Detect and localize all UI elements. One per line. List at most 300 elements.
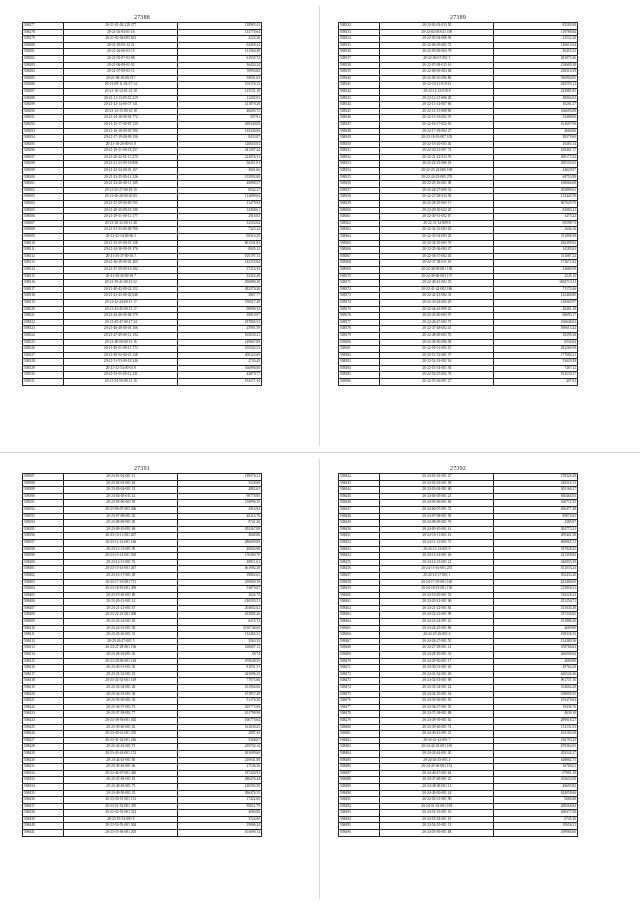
row-id-cell: 508354 — [339, 168, 380, 175]
row-id-cell: 508448 — [339, 513, 380, 520]
table-row — [339, 652, 578, 659]
row-amount-cell: 67901.18 — [494, 770, 578, 777]
table-row — [339, 135, 578, 142]
row-code-cell: 20-21-02-04-005 601 — [64, 36, 178, 43]
row-code-cell: 20-22-17-18-002 27 — [380, 128, 494, 135]
row-amount-cell: 4123.20 — [178, 36, 262, 43]
row-code-cell: 20-23-29-30-001 120 — [64, 658, 178, 665]
row-amount-cell: 200122.60 — [178, 352, 262, 359]
row-id-cell: 508392 — [23, 506, 64, 513]
row-id-cell: 508447 — [339, 506, 380, 513]
row-amount-cell: 166772.35 — [494, 500, 578, 507]
row-amount-cell: 126610.34 — [494, 42, 578, 49]
row-id-cell: 508391 — [23, 500, 64, 507]
row-id-cell: 508369 — [339, 266, 380, 273]
row-id-cell: 508487 — [339, 770, 380, 777]
row-amount-cell: 4639.10 — [494, 711, 578, 718]
row-amount-cell: 27546.16 — [178, 764, 262, 771]
row-id-cell: 508454 — [339, 553, 380, 560]
row-code-cell: 20-21-07-09-03-11 — [64, 69, 178, 76]
table-row — [23, 665, 262, 672]
row-amount-cell: 49764.28 — [494, 665, 578, 672]
row-amount-cell: 36434.24 — [178, 62, 262, 69]
table-row — [23, 783, 262, 790]
table-row — [339, 605, 578, 612]
row-amount-cell: 173671.92 — [494, 260, 578, 267]
row-amount-cell: 269340.08 — [178, 121, 262, 128]
row-id-cell: 508364 — [339, 234, 380, 241]
row-code-cell: 20-23-19-20-001 80 — [64, 592, 178, 599]
row-code-cell: 20-21-29-31-00-12 177 — [64, 214, 178, 221]
table-row — [23, 612, 262, 619]
row-code-cell: 20-24-34-35-001 54 — [380, 691, 494, 698]
row-code-cell: 20-24-51-52-001 194 — [380, 803, 494, 810]
table-row — [339, 299, 578, 306]
table-row — [339, 234, 578, 241]
row-code-cell: 20-21-09-11-02-57 14 — [64, 82, 178, 89]
row-amount-cell: 169401.17 — [494, 148, 578, 155]
row-id-cell: 508374 — [339, 299, 380, 306]
row-id-cell: 508404 — [23, 586, 64, 593]
row-code-cell: 20-22-45-46-003 97 — [380, 313, 494, 320]
row-code-cell: 20-21-11-13-00-52 219 — [64, 95, 178, 102]
row-amount-cell: 118985.41 — [178, 23, 262, 30]
row-code-cell: 20-23-37-38-001 77 — [64, 711, 178, 718]
row-amount-cell: 3807.77 — [178, 293, 262, 300]
row-amount-cell: 131131.03 — [494, 724, 578, 731]
row-code-cell: 20-22-02-03-021 100 — [380, 29, 494, 36]
row-amount-cell: 292899.61 — [494, 187, 578, 194]
row-amount-cell: 661982.38 — [178, 566, 262, 573]
row-amount-cell: 186793.23 — [494, 737, 578, 744]
row-code-cell: 20-23-52-53-001 314 — [64, 810, 178, 817]
row-amount-cell: 102182.69 — [494, 731, 578, 738]
row-id-cell: 508284 — [23, 69, 64, 76]
row-code-cell: 20-24-43-44-001 20 — [380, 750, 494, 757]
row-amount-cell: 5684.88 — [494, 797, 578, 804]
row-id-cell: 508438 — [23, 810, 64, 817]
row-id-cell: 508495 — [339, 823, 380, 830]
table-row — [339, 75, 578, 82]
row-id-cell: 508468 — [339, 645, 380, 652]
row-code-cell: 20-22-16-17-022 36 — [380, 121, 494, 128]
row-amount-cell: 11292.03 — [178, 95, 262, 102]
table-row — [23, 566, 262, 573]
row-id-cell: 508458 — [339, 579, 380, 586]
row-code-cell: 20-22-36-37-002 43 — [380, 253, 494, 260]
row-amount-cell: 218609.28 — [494, 62, 578, 69]
row-amount-cell: 4669.80 — [494, 658, 578, 665]
row-amount-cell: 108786.84 — [494, 645, 578, 652]
row-amount-cell: 296080.18 — [178, 280, 262, 287]
row-code-cell: 20-24-19-20-001 52 — [380, 592, 494, 599]
table-row — [23, 102, 262, 109]
row-amount-cell: 3328.60 — [178, 480, 262, 487]
table-row — [23, 652, 262, 659]
row-code-cell: 20-21-10-12-01-21 18 — [64, 88, 178, 95]
row-code-cell: 20-24-07-08-001 58 — [380, 513, 494, 520]
table-row — [23, 240, 262, 247]
row-id-cell: 508470 — [339, 658, 380, 665]
row-code-cell: 20-23-40-41-001 255 — [64, 731, 178, 738]
row-code-cell: 20-24-15-16-001 255 — [380, 566, 494, 573]
row-code-cell: 20-21-20-22-01-13 270 — [64, 154, 178, 161]
row-amount-cell: 656477.48 — [494, 506, 578, 513]
table-row — [339, 790, 578, 797]
row-amount-cell: 423096.25 — [178, 671, 262, 678]
table-row — [339, 141, 578, 148]
table-row — [339, 803, 578, 810]
table-row — [23, 379, 262, 386]
row-code-cell: 20-23-45-46-001 66 — [64, 764, 178, 771]
row-amount-cell: 9741.36 — [178, 520, 262, 527]
table-row — [23, 744, 262, 751]
row-code-cell: 20-24-05-06-001 69 — [380, 500, 494, 507]
row-code-cell: 20-21-31-33-00-06 706 — [64, 227, 178, 234]
row-id-cell: 508385 — [339, 372, 380, 379]
table-row — [23, 161, 262, 168]
row-amount-cell: 26461.18 — [494, 306, 578, 313]
row-id-cell: 508375 — [339, 306, 380, 313]
table-row — [23, 346, 262, 353]
row-id-cell: 508287 — [23, 88, 64, 95]
ledger-column — [22, 465, 262, 837]
row-id-cell: 508477 — [339, 704, 380, 711]
table-row — [23, 306, 262, 313]
row-code-cell: 20-22-42-43-002 33 — [380, 293, 494, 300]
row-id-cell: 508280 — [23, 42, 64, 49]
row-amount-cell: 40216.76 — [178, 513, 262, 520]
row-code-cell: 20-21-41-43-00-02 648 — [64, 293, 178, 300]
table-row — [23, 605, 262, 612]
row-id-cell: 508426 — [23, 731, 64, 738]
row-code-cell: 20-24-16-17-001 1 — [380, 572, 494, 579]
row-id-cell: 508405 — [23, 592, 64, 599]
row-code-cell: 20-23-26-27-001 5 — [64, 638, 178, 645]
table-row — [339, 810, 578, 817]
table-row — [339, 711, 578, 718]
row-amount-cell: 961737.16 — [494, 678, 578, 685]
table-row — [23, 777, 262, 784]
row-code-cell: 20-23-10-11-001 407 — [64, 533, 178, 540]
row-amount-cell: 101857.48 — [178, 691, 262, 698]
row-amount-cell: 46693.82 — [494, 783, 578, 790]
row-id-cell: 508328 — [23, 359, 64, 366]
row-id-cell: 508442 — [339, 474, 380, 481]
row-code-cell: 20-24-25-26-001 6 — [380, 632, 494, 639]
row-code-cell: 20-23-49-50-001 25 — [64, 790, 178, 797]
row-code-cell: 20-22-54-55-002 76 — [380, 372, 494, 379]
row-amount-cell: 165030.21 — [178, 332, 262, 339]
row-amount-cell: 204602.62 — [178, 605, 262, 612]
row-id-cell: 508353 — [339, 161, 380, 168]
ledger-column — [338, 14, 578, 386]
table-row — [339, 619, 578, 626]
row-code-cell: 20-23-28-29-001 26 — [64, 652, 178, 659]
row-id-cell: 508431 — [23, 764, 64, 771]
table-row — [23, 717, 262, 724]
row-code-cell: 20-21-27-29-00-00 705 — [64, 201, 178, 208]
table-row — [23, 691, 262, 698]
row-code-cell: 20-21-36-38-00-01 400 — [64, 260, 178, 267]
column-title: 27392 — [450, 466, 466, 472]
row-id-cell: 508420 — [23, 691, 64, 698]
table-row — [339, 187, 578, 194]
row-amount-cell: 177084.21 — [494, 352, 578, 359]
row-code-cell: 20-23-33-34-001 28 — [64, 685, 178, 692]
row-id-cell: 508450 — [339, 526, 380, 533]
table-row — [339, 572, 578, 579]
row-code-cell: 20-22-37-38-011 19 — [380, 260, 494, 267]
row-amount-cell: 35452.40 — [178, 273, 262, 280]
row-id-cell: 508337 — [339, 55, 380, 62]
table-row — [339, 625, 578, 632]
page-sheet-top — [0, 0, 640, 452]
row-id-cell: 508323 — [23, 326, 64, 333]
row-amount-cell: 6472.72 — [178, 619, 262, 626]
row-code-cell: 20-24-49-50-001 24 — [380, 790, 494, 797]
table-row — [339, 372, 578, 379]
table-row — [339, 154, 578, 161]
row-id-cell: 508440 — [23, 823, 64, 830]
table-row — [339, 280, 578, 287]
page-sheet-bottom — [0, 452, 640, 905]
table-row — [339, 566, 578, 573]
row-code-cell: 20-21-24-26-00-11 109 — [64, 181, 178, 188]
table-row — [339, 201, 578, 208]
table-row — [23, 625, 262, 632]
row-amount-cell: 159896.35 — [178, 500, 262, 507]
row-amount-cell: 61935.72 — [178, 55, 262, 62]
table-row — [339, 82, 578, 89]
row-amount-cell: 46605.72 — [178, 108, 262, 115]
row-code-cell: 20-24-10-11-001 16 — [380, 533, 494, 540]
row-code-cell: 20-24-14-15-001 21 — [380, 559, 494, 566]
row-id-cell: 508316 — [23, 280, 64, 287]
row-code-cell: 20-21-37-39-00-10 102 — [64, 266, 178, 273]
row-code-cell: 20-21-22-24-00-01 167 — [64, 168, 178, 175]
table-row — [23, 816, 262, 823]
row-id-cell: 508396 — [23, 533, 64, 540]
table-row — [23, 553, 262, 560]
row-code-cell: 20-23-17-18-001 711 — [64, 579, 178, 586]
row-amount-cell: 6536.84 — [494, 339, 578, 346]
row-code-cell: 20-21-08-10-08-517 — [64, 75, 178, 82]
row-code-cell: 20-21-06-08-01-52 — [64, 62, 178, 69]
row-code-cell: 20-21-03-05-12 21 — [64, 42, 178, 49]
row-code-cell: 20-22-19-20-003 40 — [380, 141, 494, 148]
table-row — [23, 326, 262, 333]
row-id-cell: 508430 — [23, 757, 64, 764]
row-amount-cell: 58.74 — [178, 652, 262, 659]
row-amount-cell: 438216.15 — [494, 480, 578, 487]
table-row — [23, 533, 262, 540]
table-row — [339, 62, 578, 69]
row-code-cell: 20-22-47-48-002 41 — [380, 326, 494, 333]
row-amount-cell: 145484.80 — [494, 293, 578, 300]
table-row — [23, 273, 262, 280]
row-id-cell: 508387 — [23, 474, 64, 481]
table-row — [339, 691, 578, 698]
row-code-cell: 20-22-08-09-004 68 — [380, 69, 494, 76]
row-id-cell: 508390 — [23, 493, 64, 500]
row-id-cell: 508417 — [23, 671, 64, 678]
ledger-table — [22, 22, 262, 386]
table-row — [339, 770, 578, 777]
row-amount-cell: 194371.34 — [178, 379, 262, 386]
row-id-cell: 508338 — [339, 62, 380, 69]
row-amount-cell: 44629.97 — [494, 168, 578, 175]
table-row — [23, 731, 262, 738]
row-amount-cell: 8433.87 — [178, 135, 262, 142]
row-id-cell: 508421 — [23, 698, 64, 705]
table-row — [23, 207, 262, 214]
row-code-cell: 20-21-23-25-00-11 326 — [64, 174, 178, 181]
table-row — [339, 526, 578, 533]
row-code-cell: 20-21-52-54-00-01 8 — [64, 365, 178, 372]
row-amount-cell: 11479.92 — [178, 201, 262, 208]
row-amount-cell: 60314.29 — [178, 234, 262, 241]
row-amount-cell: 14368.61 — [178, 207, 262, 214]
row-code-cell: 20-23-35-36-001 30 — [64, 698, 178, 705]
table-row — [339, 592, 578, 599]
row-code-cell: 20-21-18-20-00-01 8 — [64, 141, 178, 148]
row-id-cell: 508309 — [23, 234, 64, 241]
row-id-cell: 508386 — [339, 379, 380, 386]
table-row — [339, 698, 578, 705]
row-id-cell: 508329 — [23, 365, 64, 372]
row-code-cell: 20-21-05-07-03-88 — [64, 55, 178, 62]
row-code-cell: 20-22-46-47-002 75 — [380, 319, 494, 326]
row-code-cell: 20-23-22-23-001 308 — [64, 612, 178, 619]
row-code-cell: 20-24-06-07-001 72 — [380, 506, 494, 513]
row-amount-cell: 101994.06 — [178, 685, 262, 692]
table-row — [339, 214, 578, 221]
row-amount-cell: 311808.39 — [494, 234, 578, 241]
row-code-cell: 20-24-12-13-001 9 — [380, 546, 494, 553]
row-code-cell: 20-24-33-34-001 22 — [380, 685, 494, 692]
table-row — [339, 286, 578, 293]
row-code-cell: 20-22-03-04-008 56 — [380, 36, 494, 43]
row-id-cell: 508465 — [339, 625, 380, 632]
table-row — [23, 247, 262, 254]
row-id-cell: 508490 — [339, 790, 380, 797]
row-id-cell: 508314 — [23, 266, 64, 273]
table-row — [339, 174, 578, 181]
table-row — [23, 493, 262, 500]
table-row — [23, 181, 262, 188]
row-amount-cell: 537336.85 — [494, 612, 578, 619]
row-code-cell: 20-23-03-04-001 31 — [64, 487, 178, 494]
row-id-cell: 508433 — [23, 777, 64, 784]
row-id-cell: 508403 — [23, 579, 64, 586]
row-amount-cell: 13532.20 — [494, 36, 578, 43]
row-code-cell: 20-24-44-45-001 4 — [380, 757, 494, 764]
table-row — [339, 319, 578, 326]
row-amount-cell: 209401.58 — [494, 533, 578, 540]
table-row — [23, 227, 262, 234]
row-code-cell: 20-22-21-22-013 76 — [380, 154, 494, 161]
row-code-cell: 20-22-20-21-007 72 — [380, 148, 494, 155]
row-code-cell: 20-24-09-10-001 14 — [380, 526, 494, 533]
row-id-cell: 508349 — [339, 135, 380, 142]
row-id-cell: 508455 — [339, 559, 380, 566]
row-id-cell: 508283 — [23, 62, 64, 69]
row-id-cell: 508435 — [23, 790, 64, 797]
row-amount-cell: 3130746.60 — [178, 625, 262, 632]
row-amount-cell: 69753.98 — [494, 174, 578, 181]
row-amount-cell: 198009.25 — [494, 691, 578, 698]
table-row — [23, 352, 262, 359]
row-amount-cell: 626526.46 — [494, 671, 578, 678]
row-code-cell: 20-24-21-22-001 84 — [380, 605, 494, 612]
table-row — [23, 770, 262, 777]
row-id-cell: 508298 — [23, 161, 64, 168]
ledger-table — [22, 473, 262, 837]
table-row — [23, 234, 262, 241]
table-row — [23, 500, 262, 507]
row-amount-cell: 64459.24 — [178, 42, 262, 49]
row-amount-cell: 106646.63 — [494, 319, 578, 326]
row-id-cell: 508480 — [339, 724, 380, 731]
ledger-column — [338, 465, 578, 837]
row-amount-cell: 161607.08 — [494, 121, 578, 128]
row-id-cell: 508486 — [339, 764, 380, 771]
row-code-cell: 20-22-11-12-010 8 — [380, 88, 494, 95]
row-id-cell: 508341 — [339, 82, 380, 89]
row-amount-cell: 3475.22 — [494, 214, 578, 221]
table-row — [339, 95, 578, 102]
row-code-cell: 20-24-04-05-001 21 — [380, 493, 494, 500]
row-code-cell: 20-22-04-05-002 72 — [380, 42, 494, 49]
row-amount-cell: 168882.75 — [494, 757, 578, 764]
row-amount-cell: 187420.92 — [178, 770, 262, 777]
row-amount-cell: 30453.22 — [494, 49, 578, 56]
row-id-cell: 508425 — [23, 724, 64, 731]
row-id-cell: 508357 — [339, 187, 380, 194]
row-amount-cell: 30010.07 — [178, 313, 262, 320]
row-code-cell: 20-21-35-37-00-18 7 — [64, 253, 178, 260]
row-code-cell: 20-24-41-42-001 7 — [380, 737, 494, 744]
row-code-cell: 20-21-17-19-00-09 136 — [64, 135, 178, 142]
table-row — [339, 253, 578, 260]
row-amount-cell: 101176.13 — [178, 82, 262, 89]
column-title: 27388 — [134, 15, 150, 21]
table-row — [23, 121, 262, 128]
row-id-cell: 508286 — [23, 82, 64, 89]
row-code-cell: 20-22-39-40-003 137 — [380, 273, 494, 280]
row-code-cell: 20-22-32-33-003 62 — [380, 227, 494, 234]
table-row — [339, 121, 578, 128]
row-code-cell: 20-24-20-21-001 96 — [380, 599, 494, 606]
row-code-cell: 20-21-43-45-00-13 17 — [64, 306, 178, 313]
row-code-cell: 20-21-19-21-00-18 357 — [64, 148, 178, 155]
row-id-cell: 508395 — [23, 526, 64, 533]
row-id-cell: 508373 — [339, 293, 380, 300]
row-code-cell: 20-24-52-53-001 16 — [380, 810, 494, 817]
row-amount-cell: 14183.63 — [494, 247, 578, 254]
row-id-cell: 508429 — [23, 750, 64, 757]
row-id-cell: 508330 — [23, 372, 64, 379]
row-amount-cell: 4669.80 — [494, 625, 578, 632]
row-id-cell: 508413 — [23, 645, 64, 652]
row-code-cell: 20-24-23-24-001 10 — [380, 619, 494, 626]
row-id-cell: 508461 — [339, 599, 380, 606]
row-id-cell: 508432 — [23, 770, 64, 777]
row-code-cell: 20-22-35-36-004 47 — [380, 247, 494, 254]
table-row — [23, 23, 262, 30]
table-row — [23, 592, 262, 599]
